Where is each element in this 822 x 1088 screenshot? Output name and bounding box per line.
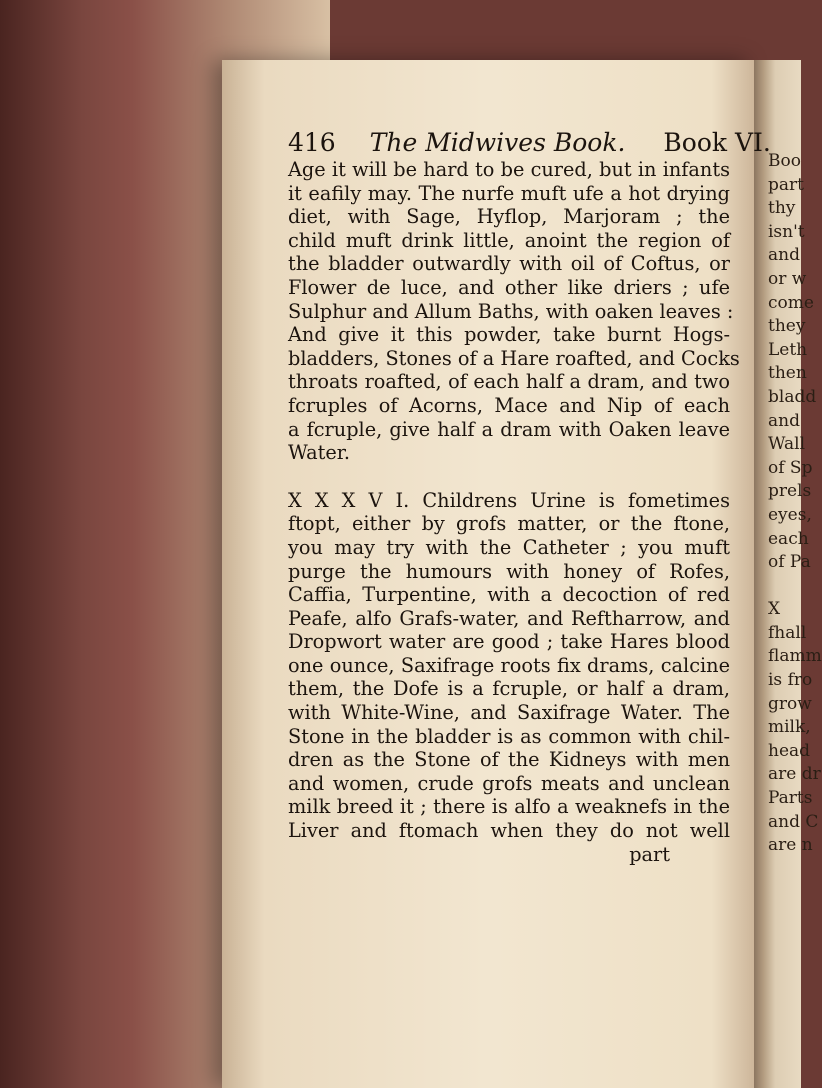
running-head [288, 128, 771, 158]
next-page-fragment: or w [768, 268, 807, 289]
text-line: fcruples of Acorns, Mace and Nip of each [288, 393, 730, 417]
book-section: Book VI. [663, 128, 771, 157]
next-page-fragment: are dr [768, 764, 821, 785]
paragraph-gap [288, 465, 730, 489]
text-line: Liver and ftomach when they do not well [288, 819, 730, 843]
next-page-fragment: head [768, 740, 811, 761]
next-page-fragment: is fro [768, 670, 813, 691]
text-line: Water. [288, 441, 351, 465]
text-line: you may try with the Catheter ; you muft [288, 535, 730, 559]
next-page-fragment: Parts [768, 788, 813, 809]
next-page-fragment: grow [768, 693, 812, 714]
next-page-fragment: thy [768, 198, 796, 219]
text-line: it eafily may. The nurfe muft ufe a hot drying [288, 181, 730, 205]
next-page-fragment: X [768, 599, 781, 620]
next-page-fragment: prels [768, 481, 812, 502]
next-page-fragment: and C [768, 811, 819, 832]
text-line: And give it this powder, take burnt Hogs- [288, 323, 730, 347]
paragraph-1 [288, 158, 740, 465]
paragraph-2 [288, 489, 730, 843]
text-line: Caffia, Turpentine, with a decoction of red [288, 583, 730, 607]
next-page-fragment: bladd [768, 386, 817, 407]
next-page-fragment: Leth [768, 339, 808, 360]
text-line: Stone in the bladder is as common with chil- [288, 724, 730, 748]
next-page-fragment: each [768, 528, 809, 549]
text-line: milk breed it ; there is alfo a weaknefs in the [288, 795, 730, 819]
text-line: Flower de luce, and other like driers ; ufe [288, 275, 730, 299]
text-line: dren as the Stone of the Kidneys with men [288, 748, 730, 772]
next-page-fragment: of Sp [768, 457, 813, 478]
next-page-fragment: and [768, 410, 800, 431]
text-line: ftopt, either by grofs matter, or the ftone, [288, 512, 730, 536]
next-page-fragment [768, 575, 801, 599]
text-line: purge the humours with honey of Rofes, [288, 559, 730, 583]
next-page-fragment: come [768, 292, 814, 313]
text-line: throats roafted, of each half a dram, and two [288, 370, 730, 394]
text-line: bladders, Stones of a Hare roafted, and Cocks [288, 346, 740, 370]
text-line: child muft drink little, anoint the region of [288, 228, 730, 252]
text-line: diet, with Sage, Hyflop, Marjoram ; the [288, 205, 730, 229]
text-line: Peafe, alfo Grafs-water, and Reftharrow, and [288, 606, 730, 630]
text-line: Sulphur and Allum Baths, with oaken leaves : [288, 299, 734, 323]
text-line: Age it will be hard to be cured, but in infants [288, 158, 730, 181]
text-line: them, the Dofe is a fcruple, or half a dram, [288, 677, 730, 701]
next-page-fragment: isn't [768, 221, 805, 242]
next-page-fragment: milk, [768, 717, 811, 738]
next-page-fragment: and [768, 245, 800, 266]
next-page-fragment: they [768, 316, 806, 337]
next-page-text [768, 150, 822, 858]
text-line: the bladder outwardly with oil of Coftus, or [288, 252, 730, 276]
page-text [288, 128, 771, 866]
next-page-fragment: eyes, [768, 504, 812, 525]
next-page-fragment: of Pa [768, 552, 811, 573]
book-title: The Midwives Book. [369, 128, 626, 157]
text-line: one ounce, Saxifrage roots fix drams, calcine [288, 653, 730, 677]
text-line: with White-Wine, and Saxifrage Water. The [288, 701, 730, 725]
next-page-fragment: are n [768, 835, 813, 856]
text-line: and women, crude grofs meats and unclean [288, 771, 730, 795]
text-line: a fcruple, give half a dram with Oaken leave [288, 417, 730, 441]
next-page-fragment: flamm [768, 646, 822, 667]
catchword: part [629, 842, 670, 866]
next-page-fragment: then [768, 363, 807, 384]
text-line: Dropwort water are good ; take Hares blood [288, 630, 730, 654]
next-page-fragment: Boo [768, 151, 801, 171]
next-page-fragment: Wall [768, 434, 806, 455]
text-line: X X X V I. Childrens Urine is fometimes [288, 488, 730, 512]
next-page-fragment: fhall [768, 622, 807, 643]
page-number: 416 [288, 128, 336, 157]
next-page-fragment: part [768, 174, 804, 195]
